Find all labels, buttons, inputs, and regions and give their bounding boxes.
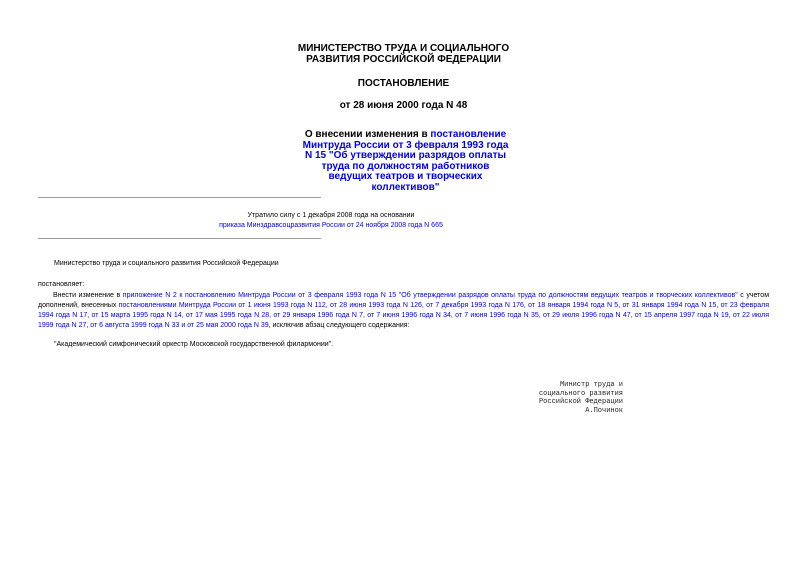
signature-line1: Министр труда и	[559, 381, 623, 389]
excluded-paragraph-quote: "Академический симфонический оркестр Московской государственной филармонии".	[54, 341, 334, 348]
main-paragraph	[38, 291, 769, 331]
paragraph-end: , исключив абзац следующего содержания:	[268, 322, 410, 329]
signature-line2: социального развития	[538, 389, 623, 398]
paragraph-intro: Внести изменение в	[53, 292, 123, 299]
resolves-word: постановляет:	[38, 281, 85, 288]
divider-top	[38, 197, 321, 198]
issuing-ministry: Министерство труда и социального развития Российской Федерации	[54, 260, 279, 267]
subject-resolution-link[interactable]: постановление Минтруда России от 3 февраля 1993 года N 15 "Об утверждении разрядов оплаты труда по должностям работников ведущих театров и творческих коллективов"	[302, 129, 509, 193]
signature-block	[527, 381, 623, 415]
document-subject	[300, 130, 511, 193]
ministry-name-line1: МИНИСТЕРСТВО ТРУДА И СОЦИАЛЬНОГО	[297, 43, 510, 54]
document-header	[0, 43, 807, 111]
repeal-notice	[38, 211, 568, 231]
document-date-number: от 28 июня 2000 года N 48	[339, 100, 468, 111]
amending-resolutions-link[interactable]: постановлениями Минтруда России от 1 июня 1993 года N 112, от 28 июня 1993 года N 126, от 7 декабря 1993 года N 176, от 18 января 1994 года N 5, от 31 января 1994 года N 15, от 23 февраля 1994 года N 17, от 15 марта 1995 года N 14, от 17 мая 1995 года N 28, от 29 января 1996 года N 7, от 7 июня 1996 года N 34, от 7 июня 1996 года N 35, от 29 июля 1996 года N 47, от 15 апреля 1997 года N 19, от 22 июля 1999 года N 27, от 6 августа 1999 года N 33 и от 25 мая 2000 года N 39	[38, 302, 769, 329]
repeal-text: Утратило силу с 1 декабря 2008 года на основании	[247, 212, 415, 219]
signature-line3: Российской Федерации	[538, 398, 623, 406]
document-type: ПОСТАНОВЛЕНИЕ	[357, 78, 450, 89]
subject-prefix: О внесении изменения в	[304, 129, 431, 140]
repeal-order-link[interactable]: приказа Минздравсоцразвития России от 24 ноября 2008 года N 665	[219, 222, 443, 229]
divider-bottom	[38, 238, 321, 239]
signature-name: А.Починок	[585, 406, 623, 415]
paragraph-middle: с учетом дополнений, внесенных	[38, 292, 770, 309]
ministry-name-line2: РАЗВИТИЯ РОССИЙСКОЙ ФЕДЕРАЦИИ	[306, 54, 501, 65]
appendix-link[interactable]: приложение N 2 к постановлению Минтруда России от 3 февраля 1993 года N 15 "Об утверждении разрядов оплаты труда по должностям ведущих театров и творческих коллективов"	[122, 292, 738, 299]
